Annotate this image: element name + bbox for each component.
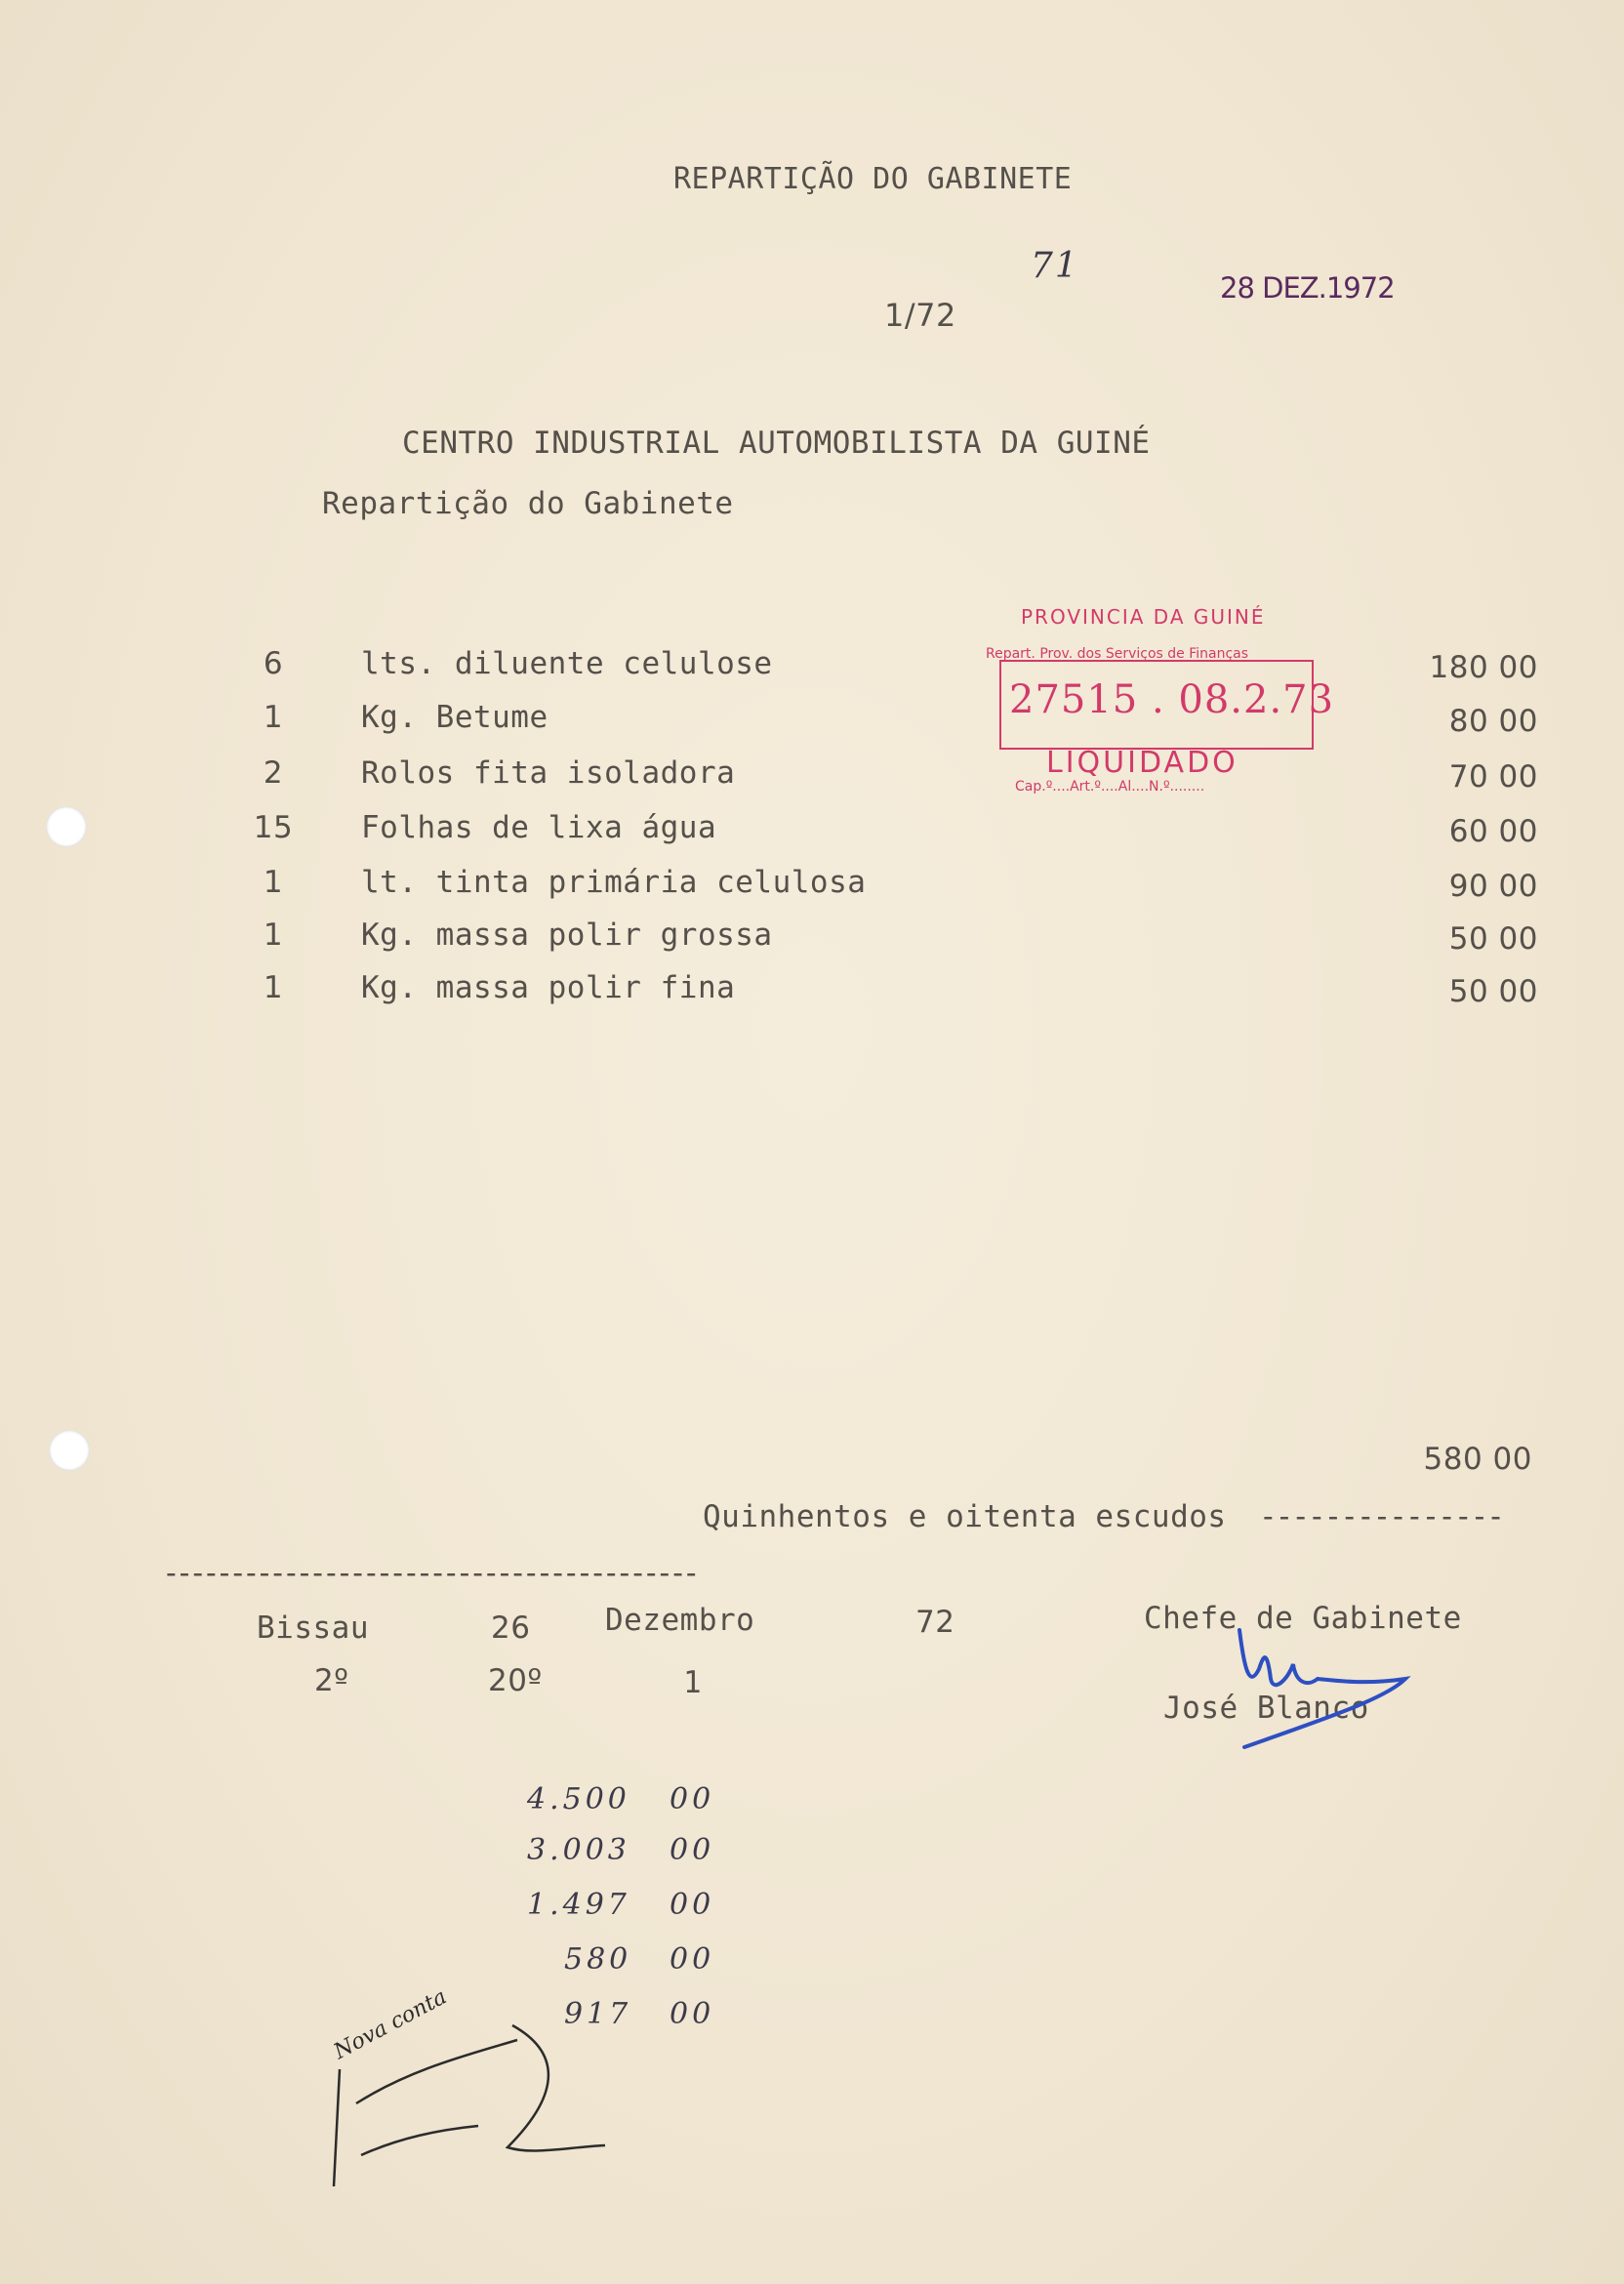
calc-cents: 00	[670, 1888, 715, 1922]
footer-code3: 1	[683, 1665, 703, 1700]
total-amount: 580 00	[1423, 1442, 1532, 1477]
signer-title: Chefe de Gabinete	[1144, 1601, 1462, 1636]
total-in-words: Quinhentos e oitenta escudos	[703, 1499, 1227, 1534]
item-qty: 6	[263, 646, 284, 681]
item-qty: 1	[263, 865, 284, 900]
item-description: Folhas de lixa água	[361, 810, 717, 845]
item-qty: 15	[253, 810, 294, 845]
footer-month: Dezembro	[605, 1603, 755, 1638]
stamp-line1: PROVINCIA DA GUINÉ	[1021, 605, 1266, 629]
footer-place: Bissau	[257, 1611, 369, 1646]
handwritten-note: Nova conta	[330, 1984, 451, 2064]
stamp-fields: Cap.º....Art.º....Al....N.º........	[1015, 779, 1205, 795]
item-description: Kg. massa polir fina	[361, 970, 736, 1005]
calc-value: 4.500	[527, 1782, 630, 1816]
calc-value: 917	[564, 1997, 632, 2031]
calc-cents: 00	[670, 1942, 715, 1977]
footer-code2: 20º	[488, 1663, 543, 1698]
signer-name: José Blanco	[1163, 1691, 1369, 1726]
company-name: CENTRO INDUSTRIAL AUTOMOBILISTA DA GUINÉ	[402, 426, 1151, 461]
calc-value: 580	[564, 1942, 632, 1977]
ref-number: 1/72	[884, 297, 956, 334]
item-amount: 60 00	[1448, 814, 1538, 849]
department-name: Repartição do Gabinete	[322, 486, 734, 521]
item-description: Kg. massa polir grossa	[361, 918, 773, 953]
calc-cents: 00	[670, 1833, 715, 1867]
calc-value: 3.003	[527, 1833, 630, 1867]
calc-cents: 00	[670, 1997, 715, 2031]
item-description: Rolos fita isoladora	[361, 755, 736, 791]
item-qty: 2	[263, 755, 284, 791]
footer-day: 26	[491, 1611, 531, 1646]
stamp-status: LIQUIDADO	[1046, 746, 1238, 780]
item-amount: 70 00	[1448, 759, 1538, 795]
divider-line: ----------------------------------------	[162, 1556, 696, 1591]
stamp-line2: Repart. Prov. dos Serviços de Finanças	[986, 646, 1249, 662]
item-amount: 80 00	[1448, 704, 1538, 739]
handwritten-number: 71	[1031, 246, 1079, 286]
calc-value: 1.497	[527, 1888, 630, 1922]
item-qty: 1	[263, 918, 284, 953]
footer-code1: 2º	[314, 1663, 349, 1698]
punch-hole-bottom	[49, 1430, 90, 1471]
footer-year: 72	[915, 1605, 955, 1640]
item-description: lts. diluente celulose	[361, 646, 773, 681]
date-stamp: 28 DEZ.1972	[1220, 271, 1395, 305]
item-amount: 50 00	[1448, 974, 1538, 1009]
item-amount: 50 00	[1448, 921, 1538, 957]
item-amount: 180 00	[1429, 650, 1538, 685]
item-qty: 1	[263, 970, 284, 1005]
stamp-number: 27515 . 08.2.73	[1009, 677, 1335, 722]
item-description: lt. tinta primária celulosa	[361, 865, 867, 900]
punch-hole-top	[46, 806, 87, 847]
item-description: Kg. Betume	[361, 700, 548, 735]
item-amount: 90 00	[1448, 869, 1538, 904]
calc-cents: 00	[670, 1782, 715, 1816]
item-qty: 1	[263, 700, 284, 735]
signature-scribble	[1220, 1611, 1415, 1757]
top-title: REPARTIÇÃO DO GABINETE	[673, 162, 1073, 196]
total-dash-line: ---------------	[1259, 1499, 1503, 1534]
